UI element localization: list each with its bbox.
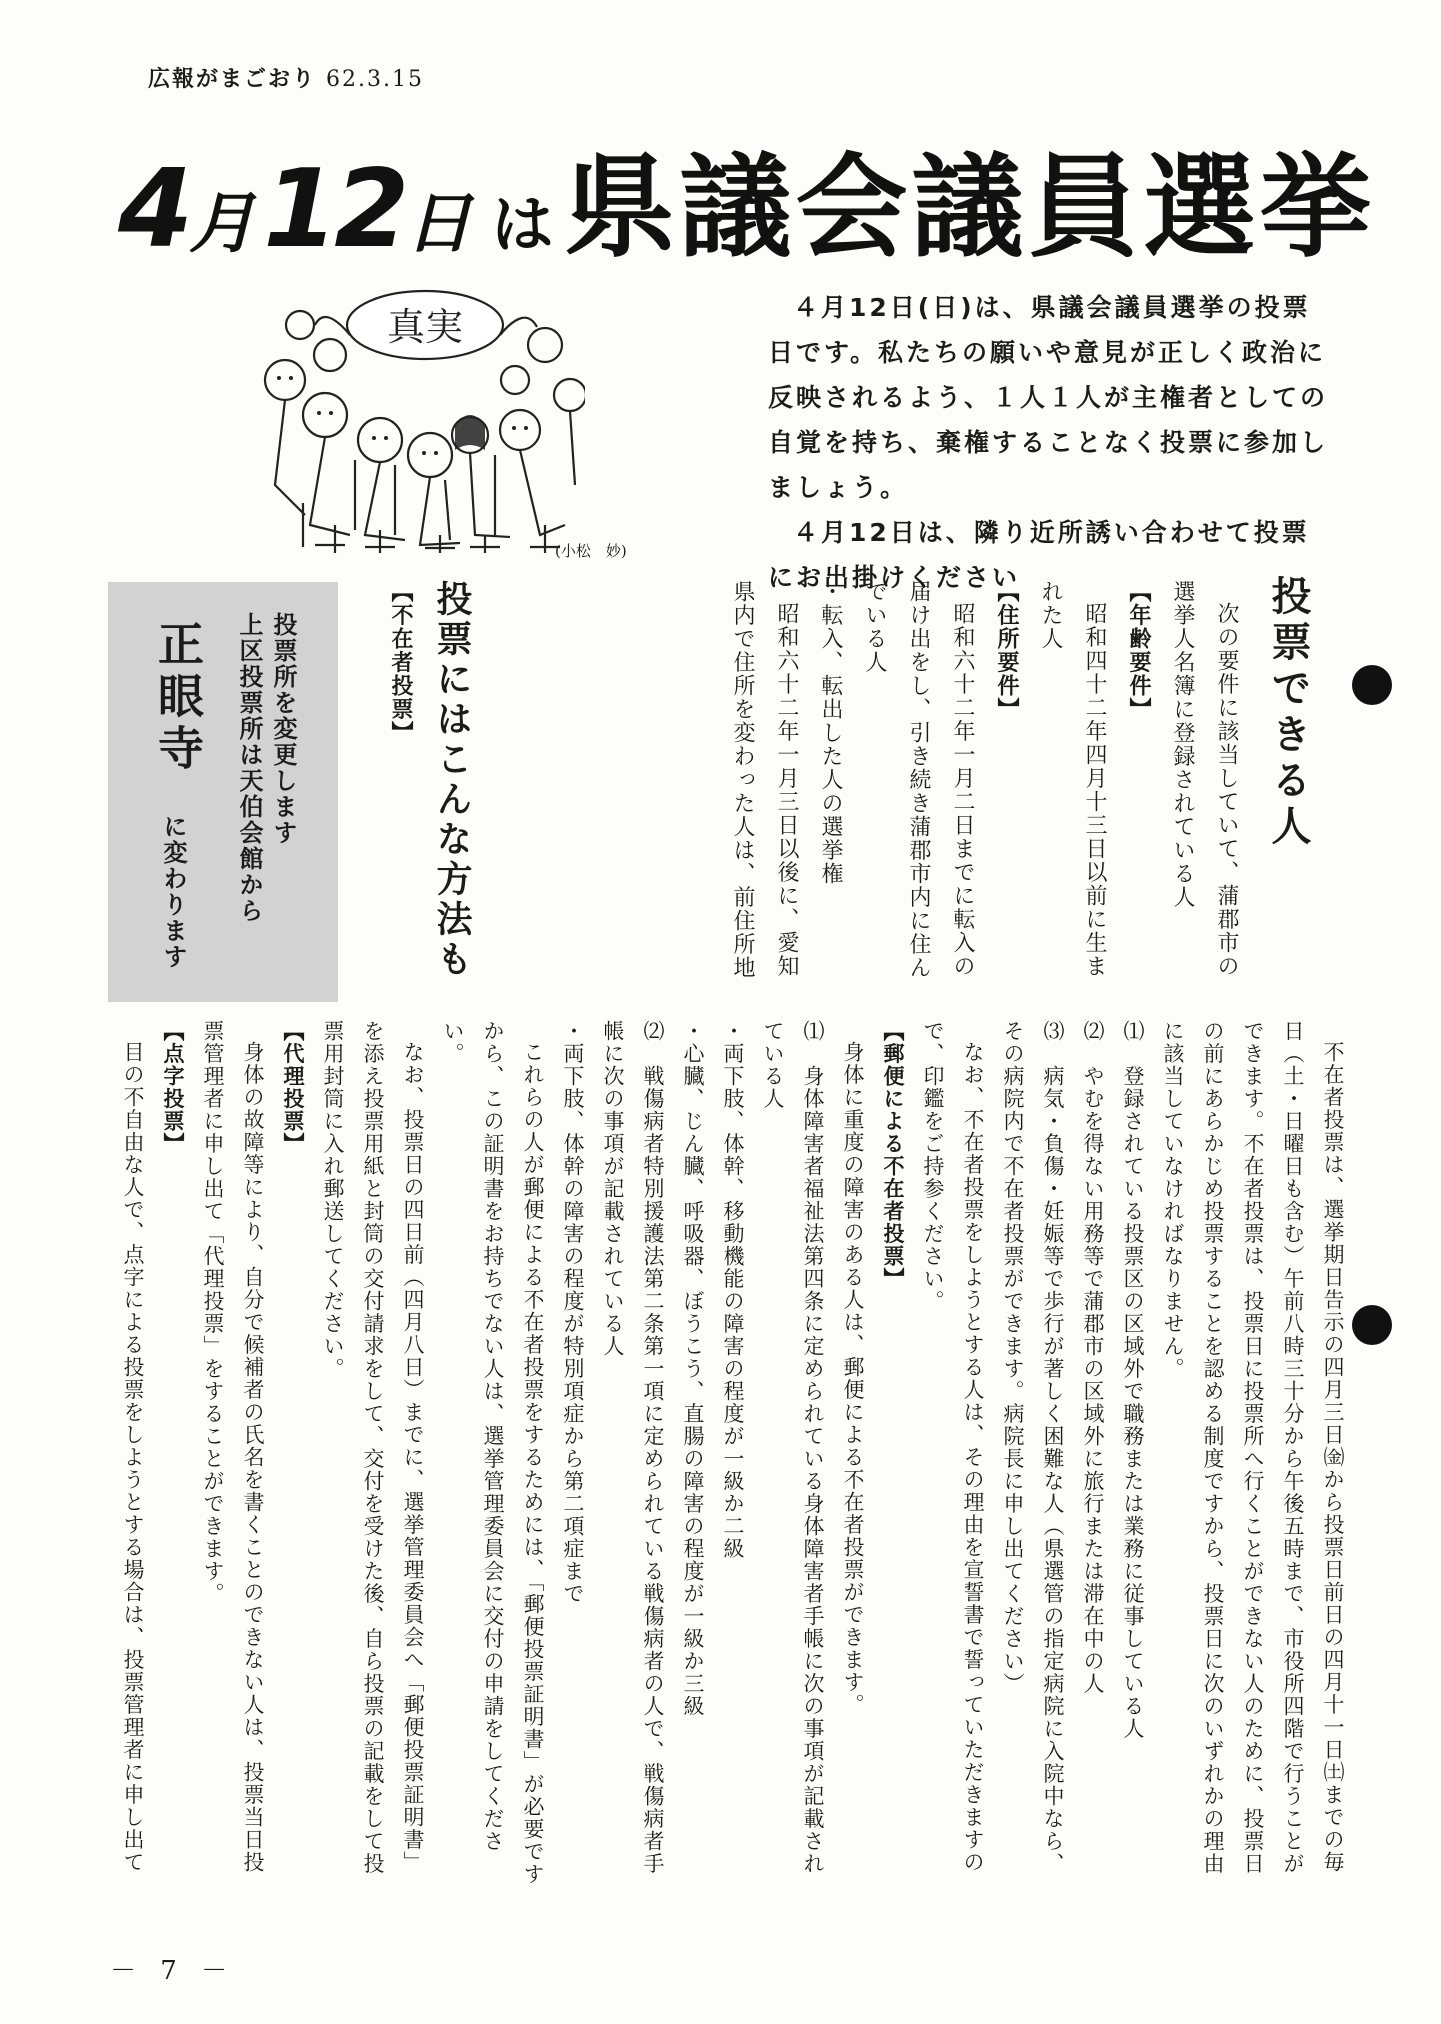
postal-note-1: これらの人が郵便による不在者投票をするためには、「郵便投票証明書」が必要ですから、この証明書をお持ちでない人は、選挙管理委員会に交付の申請をしてください。	[441, 1020, 545, 1886]
postal-condition-1a: ・両下肢、体幹、移動機能の障害の程度が一級か二級	[721, 1020, 745, 1560]
page-number: － 7 －	[110, 1956, 236, 1986]
crowd-illustration	[255, 285, 585, 555]
address-requirement-body: 昭和六十二年一月二日までに転入の届け出をし、引き続き蒲郡市内に住んでいる人	[862, 580, 975, 980]
notice-line-3: に変わります	[159, 814, 187, 970]
page-title	[118, 118, 1376, 273]
notice-line-1: 投票所を変更します	[269, 612, 297, 846]
postal-heading: 【郵便による不在者投票】	[881, 1020, 905, 1290]
notice-place: 正眼寺	[151, 620, 205, 776]
moved-voters-item: ・転入、転出した人の選挙権	[818, 580, 843, 886]
proxy-heading: 【代理投票】	[281, 1020, 305, 1155]
absentee-heading: 【不在者投票】	[388, 580, 413, 745]
age-requirement-body: 昭和四十二年四月十三日以前に生まれた人	[1038, 580, 1107, 978]
eligible-intro: 次の要件に該当していて、蒲郡市の選挙人名簿に登録されている人	[1170, 580, 1239, 978]
issue-date: 62.3.15	[326, 67, 424, 92]
section-heading-voting-methods: 投票にはこんな方法も	[431, 580, 472, 980]
moved-voters-body-1: 昭和六十二年一月三日以後に、愛知県内で住所を変わった人は、前住所地	[730, 580, 799, 980]
title-month: 4	[118, 147, 190, 272]
illustration-banner-text: 真実	[386, 305, 464, 349]
postal-note-2: なお、投票日の四日前（四月八日）までに、選挙管理委員会へ「郵便投票証明書」を添え投票用紙と封筒の交付請求をして、交付を受けた後、自ら投票の記載をして投票用封筒に入れ郵送してください。	[321, 1020, 425, 1875]
section-bullet-2	[1352, 1305, 1392, 1345]
page-header	[148, 62, 424, 93]
title-main: 県議会議員選挙	[563, 142, 1376, 273]
intro-text	[768, 285, 1328, 600]
title-month-unit: 月	[189, 185, 256, 262]
intro-paragraph-2: ４月12日は、隣り近所誘い合わせて投票にお出掛けください	[768, 518, 1310, 592]
polling-place-notice	[108, 582, 338, 1002]
absentee-reason-2: ⑵ やむを得ない用務等で蒲郡市の区域外に旅行または滞在中の人	[1081, 1020, 1105, 1695]
absentee-note: なお、不在者投票をしようとする人は、その理由を宣誓書で誓っていただきますので、印鑑をご持参ください。	[921, 1020, 985, 1874]
section-body-voting-methods	[108, 1020, 1353, 1890]
absentee-body: 不在者投票は、選挙期日告示の四月三日㈮から投票日前日の四月十一日㈯までの毎日（土・日曜日も含む）午前八時三十分から午後五時まで、市役所四階で行うことができます。不在者投票は、投票日に投票所へ行くことができない人のために、投票日の前にあらかじめ投票することを認める制度ですから、投票日に次のいずれかの理由に該当していなければなりません。	[1161, 1020, 1345, 1875]
title-day: 12	[263, 147, 406, 272]
section-heading-eligible-voters: 投票できる人	[1265, 575, 1311, 851]
absentee-start	[342, 580, 422, 1000]
section-bullet-1	[1352, 665, 1392, 705]
absentee-reason-3: ⑶ 病気・負傷・妊娠等で歩行が著しく困難な人（県選管の指定病院に入院中なら、その病院内で不在者投票ができます。病院長に申し出てください）	[1001, 1020, 1065, 1875]
proxy-body: 身体の故障等により、自分で候補者の氏名を書くことのできない人は、投票当日投票管理者に申し出て「代理投票」をすることができます。	[201, 1020, 265, 1874]
notice-line-2: 上区投票所は天伯会館から	[235, 612, 263, 924]
braille-heading: 【点字投票】	[161, 1020, 185, 1155]
postal-condition-2: ⑵ 戦傷病者特別援護法第二条第一項に定められている戦傷病者の人で、戦傷病者手帳に次の事項が記載されている人	[601, 1020, 665, 1875]
postal-condition-1b: ・心臓、じん臓、呼吸器、ぼうこう、直腸の障害の程度が一級か三級	[681, 1020, 705, 1718]
illustration-credit: (小松 妙)	[555, 542, 627, 560]
address-requirement-heading: 【住所要件】	[994, 580, 1019, 721]
postal-condition-2a: ・両下肢、体幹の障害の程度が特別項症から第二項症まで	[561, 1020, 585, 1605]
intro-paragraph-1: ４月12日(日)は、県議会議員選挙の投票日です。私たちの願いや意見が正しく政治に反映されるよう、１人１人が主権者としての自覚を持ち、棄権することなく投票に参加しましょう。	[768, 293, 1329, 502]
age-requirement-heading: 【年齢要件】	[1126, 580, 1151, 721]
absentee-reason-1: ⑴ 登録されている投票区の区域外で職務または業務に従事している人	[1121, 1020, 1145, 1740]
publication-name: 広報がまごおり	[148, 67, 317, 92]
braille-body: 目の不自由な人で、点字による投票をしようとする場合は、投票管理者に申し出て	[121, 1041, 145, 1874]
title-particle: は	[491, 188, 554, 261]
postal-body: 身体に重度の障害のある人は、郵便による不在者投票ができます。	[841, 1041, 865, 1716]
section-body-eligible-voters	[728, 580, 1248, 1000]
title-day-unit: 日	[405, 185, 472, 262]
postal-condition-1: ⑴ 身体障害者福祉法第四条に定められている身体障害者手帳に次の事項が記載されている人	[761, 1020, 825, 1875]
